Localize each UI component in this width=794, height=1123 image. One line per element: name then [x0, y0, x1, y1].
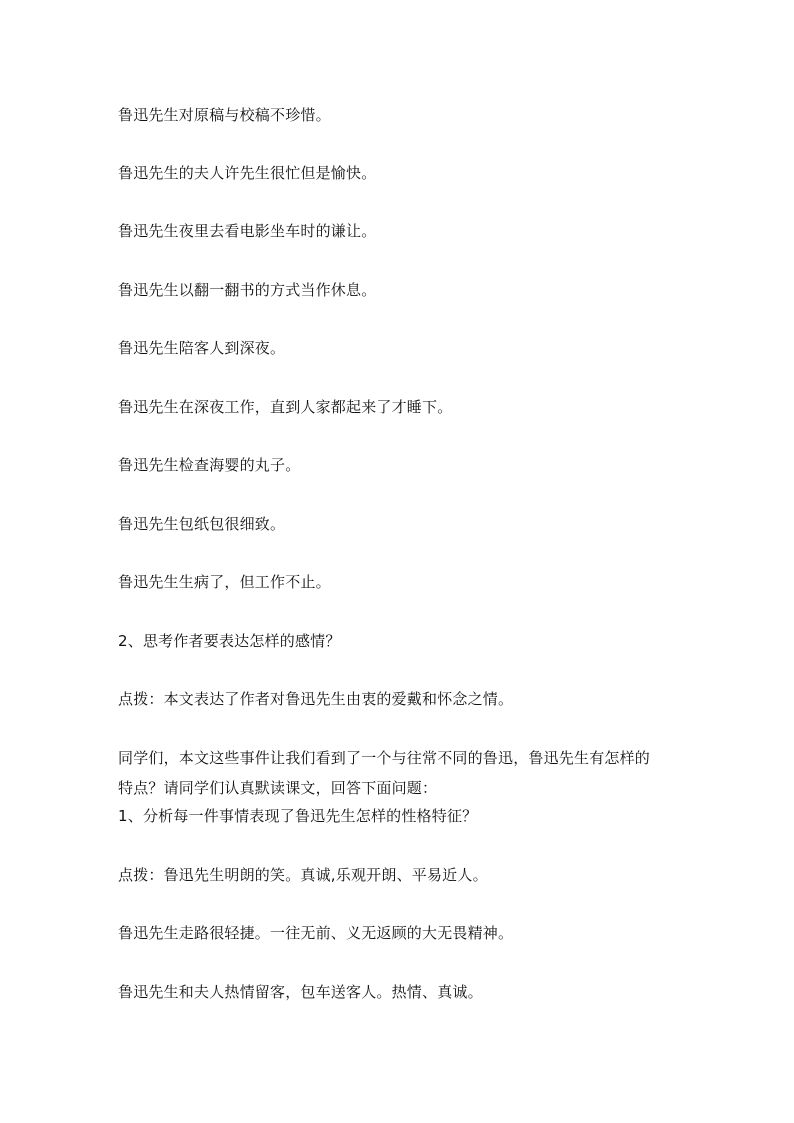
text-line: 鲁迅先生夜里去看电影坐车时的谦让。 — [118, 222, 377, 240]
text-line: 鲁迅先生包纸包很细致。 — [118, 515, 286, 533]
text-line: 鲁迅先生在深夜工作，直到人家都起来了才睡下。 — [118, 398, 453, 416]
numbered-question: 2、思考作者要表达怎样的感情？ — [118, 632, 341, 650]
paragraph-line: 特点？请同学们认真默读课文，回答下面问题： — [118, 779, 438, 797]
text-line: 鲁迅先生和夫人热情留客，包车送客人。热情、真诚。 — [118, 983, 483, 1001]
text-line: 鲁迅先生生病了，但工作不止。 — [118, 573, 331, 591]
text-line: 鲁迅先生陪客人到深夜。 — [118, 339, 286, 357]
paragraph-line: 同学们，本文这些事件让我们看到了一个与往常不同的鲁迅，鲁迅先生有怎样的 — [118, 749, 651, 767]
hint-line: 点拨：本文表达了作者对鲁迅先生由衷的爱戴和怀念之情。 — [118, 690, 514, 708]
text-line: 鲁迅先生走路很轻捷。一往无前、义无返顾的大无畏精神。 — [118, 924, 514, 942]
text-line: 鲁迅先生的夫人许先生很忙但是愉快。 — [118, 164, 377, 182]
text-line: 鲁迅先生对原稿与校稿不珍惜。 — [118, 106, 331, 124]
hint-line: 点拨：鲁迅先生明朗的笑。真诚,乐观开朗、平易近人。 — [118, 866, 488, 884]
text-line: 鲁迅先生以翻一翻书的方式当作休息。 — [118, 281, 377, 299]
numbered-question: 1、分析每一件事情表现了鲁迅先生怎样的性格特征？ — [118, 807, 478, 825]
text-line: 鲁迅先生检查海婴的丸子。 — [118, 456, 301, 474]
